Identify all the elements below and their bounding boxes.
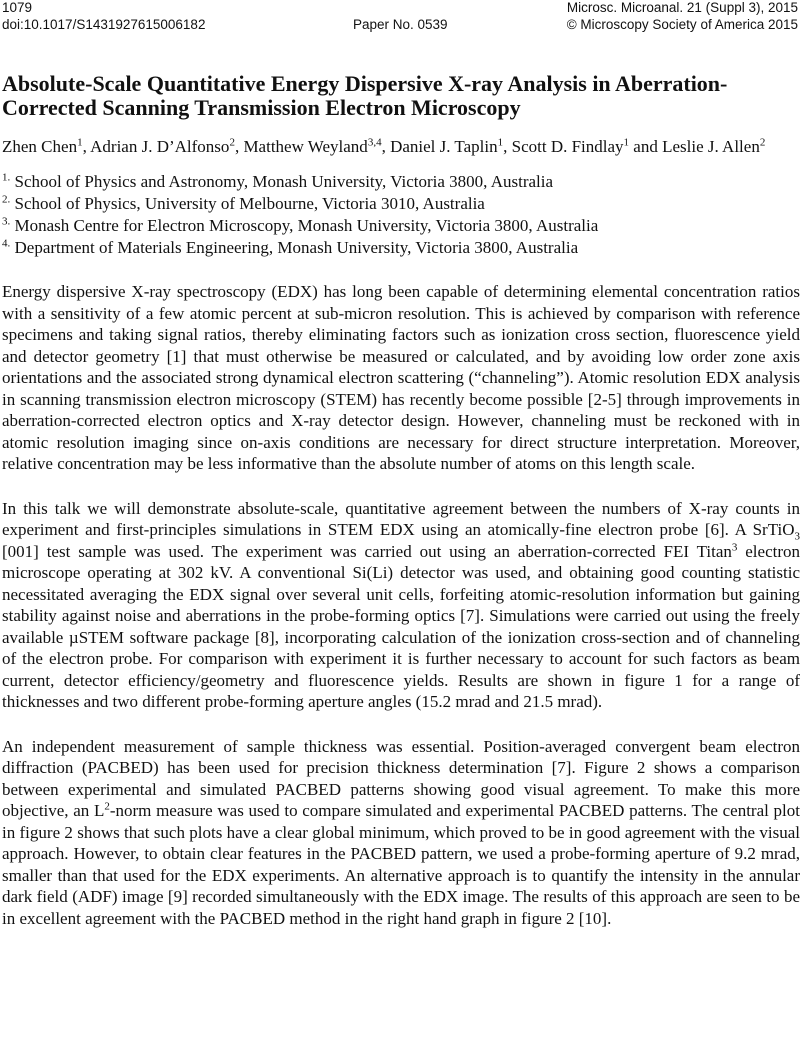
copyright-notice: © Microscopy Society of America 2015 (566, 17, 798, 32)
page-number: 1079 (2, 0, 33, 15)
affiliation: $^{1.}$ School of Physics and Astronomy, Monash University, Victoria 3800, Australia (2, 171, 554, 191)
affiliation: $^{4.}$ Department of Materials Engineering, Monash University, Victoria 3800, Australia (2, 237, 579, 257)
author: Leslie J. Allen$^2$ (662, 136, 766, 156)
author: Adrian J. D’Alfonso$^2$, (90, 136, 244, 156)
paragraph-method: In this talk we will demonstrate absolute-scale, quantitative agreement between the numbers of X-ray counts in experiment and first-principles simulations in STEM EDX using an atomically-fine electron probe [6]. A SrTiO$_3$ [001] test sample was used. The experiment was carried out using an aberration-corrected FEI Titan$^3$ electron microscope operating at 302 kV. A conventional Si(Li) detector was used, and obtaining good counting statistic necessitated averaging the EDX signal over several unit cells, forfeiting atomic-resolution information but gaining stability against noise and aberrations in the probe-forming optics [7]. Simulations were carried out using the freely available µSTEM software package [8], incorporating calculation of the ionization cross-section and of channeling of the electron probe. For comparison with experiment it is further necessary to account for such factors as beam current, detector efficiency/geometry and fluorescence yields. Results are shown in figure 1 for a range of thicknesses and two different probe-forming aperture angles (15.2 mrad and 21.5 mrad). (2, 498, 800, 711)
affiliation: $^{2.}$ School of Physics, University of Melbourne, Victoria 3010, Australia (2, 193, 485, 213)
author-list (2, 136, 800, 157)
paper-body (2, 72, 800, 929)
affiliation-list (2, 171, 800, 259)
author: Scott D. Findlay$^1$ and (511, 136, 663, 156)
author: Matthew Weyland$^{3,4}$, (243, 136, 391, 156)
paragraph-thickness: An independent measurement of sample thickness was essential. Position-averaged convergent beam electron diffraction (PACBED) has been used for precision thickness determination [7]. Figure 2 shows a comparison between experimental and simulated PACBED patterns showing good visual agreement. To make this more objective, an $L^2$-norm measure was used to compare simulated and experimental PACBED patterns. The central plot in figure 2 shows that such plots have a clear global minimum, which proved to be in good agreement with the visual approach. However, to obtain clear features in the PACBED pattern, we used a probe-forming aperture of 9.2 mrad, smaller than that used for the EDX experiments. An alternative approach is to quantify the intensity in the annular dark field (ADF) image [9] recorded simultaneously with the EDX image. The results of this approach are seen to be in excellent agreement with the PACBED method in the right hand graph in figure 2 [10]. (2, 736, 800, 928)
paper-number: Paper No. 0539 (353, 17, 448, 32)
affiliation: $^{3.}$ Monash Centre for Electron Microscopy, Monash University, Victoria 3800, Australia (2, 215, 599, 235)
author: Daniel J. Taplin$^1$, (390, 136, 512, 156)
paragraph-intro: Energy dispersive X-ray spectroscopy (EDX) has long been capable of determining elemental concentration ratios with a sensitivity of a few atomic percent at sub-micron resolution. This is achieved by comparison with reference specimens and taking signal ratios, thereby eliminating factors such as ionization cross section, fluorescence yield and detector geometry [1] that must otherwise be measured or calculated, and by avoiding low order zone axis orientations and the associated strong dynamical electron scattering (“channeling”). Atomic resolution EDX analysis in scanning transmission electron microscopy (STEM) has recently become possible [2-5] through improvements in aberration-corrected electron optics and X-ray detector design. However, channeling must be reckoned with in atomic resolution imaging since on-axis conditions are necessary for direct structure interpretation. Moreover, relative concentration may be less informative than the absolute number of atoms on this length scale. (2, 282, 800, 473)
paper-title: Absolute-Scale Quantitative Energy Dispersive X-ray Analysis in Aberration-Corrected Scanning Transmission Electron Microscopy (2, 71, 728, 120)
author: Zhen Chen$^1$, (2, 136, 91, 156)
journal-citation: Microsc. Microanal. 21 (Suppl 3), 2015 (566, 0, 798, 15)
doi: doi:10.1017/S1431927615006182 (2, 17, 206, 32)
